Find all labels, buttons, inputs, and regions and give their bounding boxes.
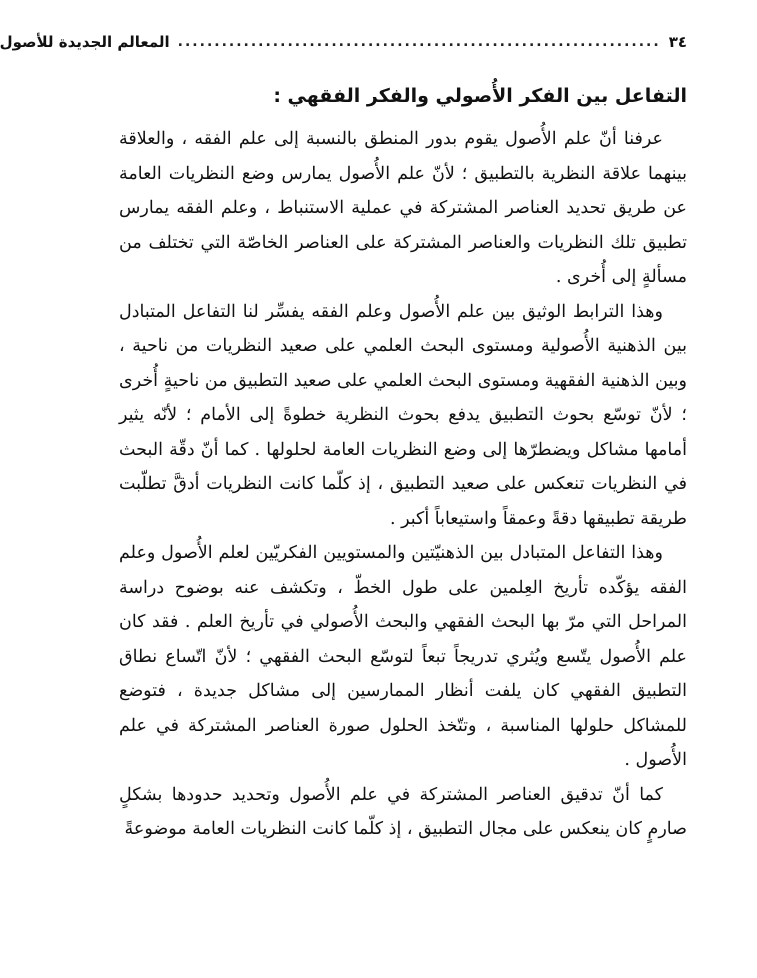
section-heading: التفاعل بين الفكر الأُصولي والفكر الفقهي : bbox=[273, 85, 687, 107]
paragraph: عرفنا أنّ علم الأُصول يقوم بدور المنطق بالنسبة إلى علم الفقه ، والعلاقة بينهما علاقة النظرية بالتطبيق ؛ لأنّ علم الأُصول يمارس وضع النظريات العامة عن طريق تحديد العناصر المشتركة في عملية الاستنباط ، وعلم الفقه يمارس تطبيق تلك النظريات والعناصر المشتركة على العناصر الخاصّة التي تختلف من مسألةٍ إلى أُخرى . bbox=[119, 129, 687, 287]
paragraph: كما أنّ تدقيق العناصر المشتركة في علم الأُصول وتحديد حدودها بشكلٍ صارمٍ كان ينعكس على مجال التطبيق ، إذ كلّما كانت النظريات العامة موضوعةً bbox=[119, 784, 687, 839]
body-text bbox=[119, 122, 687, 847]
paragraph: وهذا الترابط الوثيق بين علم الأُصول وعلم الفقه يفسِّر لنا التفاعل المتبادل بين الذهنية الأُصولية ومستوى البحث العلمي على صعيد النظريات من ناحية ، وبين الذهنية الفقهية ومستوى البحث العلمي على صعيد التطبيق من ناحيةٍ أُخرى ؛ لأنّ توسّع بحوث التطبيق يدفع بحوث النظرية خطوةً إلى الأمام ؛ لأنّه يثير أمامها مشاكل ويضطرّها إلى وضع النظريات العامة لحلولها . كما أنّ دقّة البحث في النظريات تنعكس على صعيد التطبيق ، إذ كلّما كانت النظريات أدقَّ تطلّبت طريقة تطبيقها دقةً وعمقاً واستيعاباً أكبر . bbox=[119, 301, 687, 529]
page-number: ٣٤ bbox=[668, 33, 687, 51]
leader-dots: .................................................................. bbox=[177, 34, 661, 50]
running-header bbox=[0, 28, 687, 56]
paragraph: وهذا التفاعل المتبادل بين الذهنيّتين والمستويين الفكريّين لعلم الأُصول وعلم الفقه يؤكّده تأريخ العِلمين على طول الخطّ ، وتكشف عنه بوضوح دراسة المراحل التي مرّ بها البحث الفقهي والبحث الأُصولي في تأريخ العلم . فقد كان علم الأُصول يتّسع ويُثري تدريجاً تبعاً لتوسّع البحث الفقهي ؛ لأنّ اتّساع نطاق التطبيق الفقهي كان يلفت أنظار الممارسين إلى مشاكل جديدة ، فتوضع للمشاكل حلولها المناسبة ، وتتّخذ الحلول صورة العناصر المشتركة في علم الأُصول . bbox=[119, 543, 687, 770]
running-title: المعالم الجديدة للأصول bbox=[0, 33, 170, 51]
